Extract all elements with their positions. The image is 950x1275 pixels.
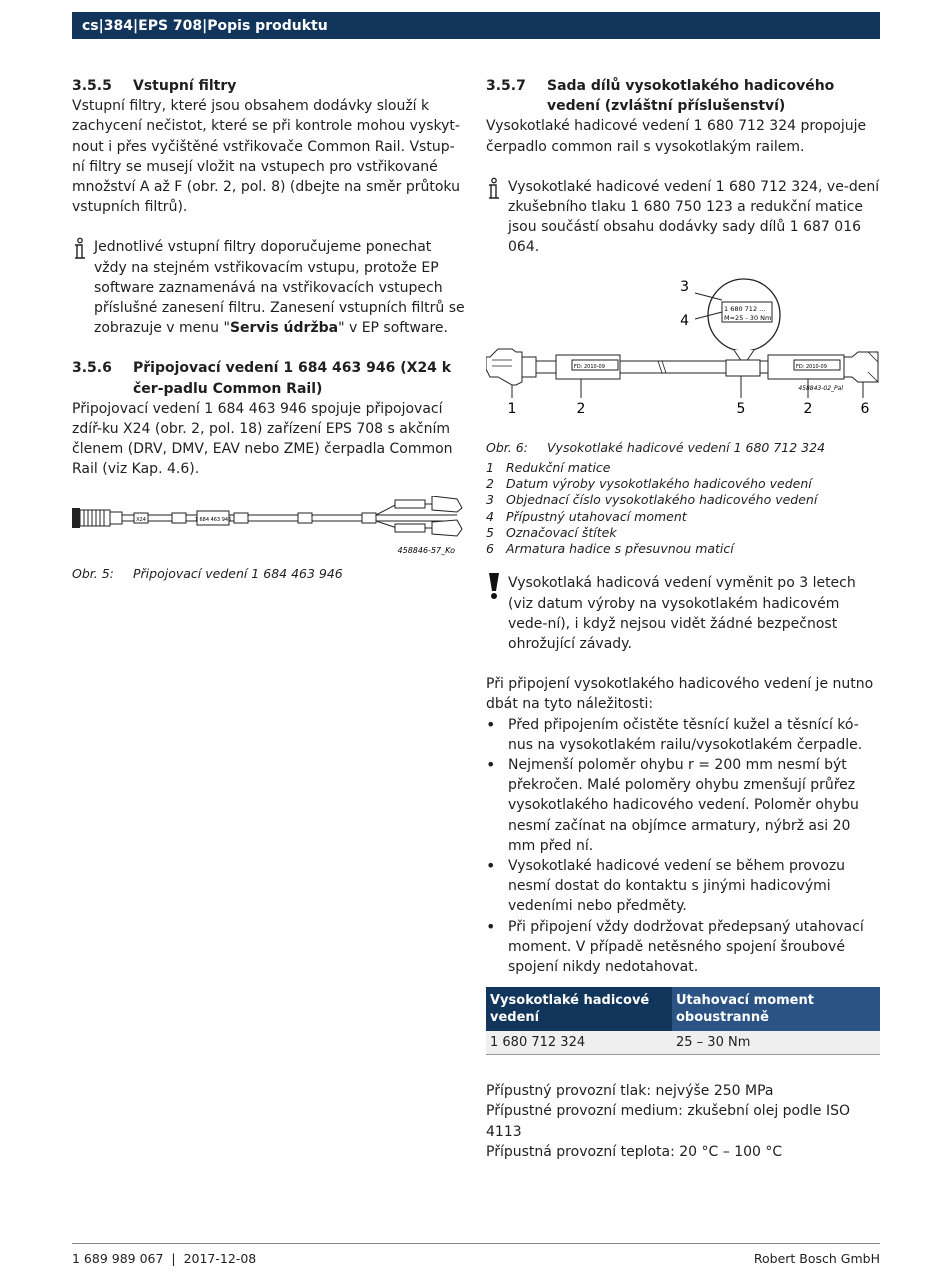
footer-sep: | <box>171 1251 176 1266</box>
legend-item: 6 Armatura hadice s přesuvnou maticí <box>486 541 734 557</box>
figure-code: 458843-02_Pal <box>798 384 843 392</box>
section-body: Vstupní filtry, které jsou obsahem dodávky slouží k zachycení nečistot, které se při kontrole mohou vyskyt-nout i přes vyčištěné vstřikovače Common Rail. Vstup-ní filtry se musejí vložit na vstupech pro vstřikované množství A až F (obr. 2, pol. 8) (dbejte na směr průtoku vstupních filtrů). <box>72 98 460 216</box>
table-header: Vysokotlaké hadicové vedení <box>486 987 672 1031</box>
info-note <box>486 177 880 258</box>
instructions-intro: Při připojení vysokotlakého hadicového vedení je nutno dbát na tyto náležitosti: <box>486 676 874 713</box>
page-header <box>72 12 880 39</box>
callout-3: 3 <box>680 278 689 295</box>
list-item: • Při připojení vždy dodržovat předepsaný utahovací moment. V případě netěsného spojení šroubové spojení nikdy nedotahovat. <box>486 916 864 976</box>
warning-note <box>486 573 880 654</box>
header-sep: | <box>133 17 139 34</box>
info-icon <box>72 237 94 338</box>
section-title: Sada dílů vysokotlakého hadicového vedení (zvláštní příslušenství) <box>547 78 835 115</box>
list-item: • Nejmenší poloměr ohybu r = 200 mm nesmí být překročen. Malé poloměry ohybu zmenšují průřez vysokotlakého hadicového vedení. Poloměr ohybu nesmí začínat na objímce armatury, nýbrž asi 20 mm před ní. <box>486 755 859 854</box>
table-row <box>486 1031 880 1055</box>
section-number: 3.5.7 <box>486 78 526 94</box>
table-cell: 25 – 30 Nm <box>672 1031 880 1055</box>
header-page: 384 <box>103 17 133 34</box>
date-tag-left: FD: 2010-09 <box>574 363 605 370</box>
footer-doc-info <box>72 1251 256 1266</box>
left-column <box>72 76 467 582</box>
info-icon <box>486 177 508 258</box>
right-column <box>486 76 880 1162</box>
connection-cable-drawing <box>72 496 467 556</box>
warning-icon <box>486 573 508 654</box>
hose-drawing <box>486 268 880 440</box>
callout-2: 2 <box>576 400 586 417</box>
header-product: EPS 708 <box>138 17 203 34</box>
figure-number: Obr. 5: <box>72 565 114 581</box>
callout-6: 6 <box>860 400 870 417</box>
cable-connector-plug <box>72 508 80 528</box>
section-body: Vysokotlaké hadicové vedení 1 680 712 324 propojuje čerpadlo common rail s vysokotlakým railem. <box>486 118 867 155</box>
instructions-list <box>486 715 880 978</box>
header-lang: cs <box>82 17 99 34</box>
detail-part-number: 1 680 712 ... <box>724 304 766 313</box>
section-body: Připojovací vedení 1 684 463 946 spojuje připojovací zdíř-ku X24 (obr. 2, pol. 18) zařízení EPS 708 s akčním členem (DRV, DMV, EAV nebo ZME) čerpadla Common Rail (viz Kap. 4.6). <box>72 400 453 478</box>
figure-caption-text: Vysokotlaké hadicové vedení 1 680 712 324 <box>547 439 826 455</box>
spec-line: Přípustné provozní medium: zkušební olej podle ISO 4113 <box>486 1103 850 1140</box>
cable-tag-number: 1 684 463 946 <box>194 516 232 523</box>
footer-date: 2017-12-08 <box>183 1251 257 1266</box>
callout-4: 4 <box>680 312 689 329</box>
legend-item: 5 Označovací štítek <box>486 524 617 540</box>
section-number: 3.5.6 <box>72 360 112 377</box>
figure-caption-text: Připojovací vedení 1 684 463 946 <box>133 565 343 581</box>
section-number: 3.5.5 <box>72 78 112 94</box>
figure-code: 458846-57_Ko <box>397 545 455 555</box>
info-note-text: Vysokotlaké hadicové vedení 1 680 712 324, ve-dení zkušebního tlaku 1 680 750 123 a redukční matice jsou součástí obsahu dodávky sady dílů 1 687 016 064. <box>508 178 880 256</box>
legend-item: 1 Redukční matice <box>486 459 611 475</box>
figure-6-hose <box>486 268 880 440</box>
header-sep: | <box>98 17 104 34</box>
menu-name: Servis údržba <box>229 320 339 337</box>
legend-item: 2 Datum výroby vysokotlakého hadicového vedení <box>486 475 812 491</box>
header-section: Popis produktu <box>207 17 328 34</box>
figure-5-caption <box>72 566 467 582</box>
figure-number: Obr. 6: <box>486 439 528 455</box>
header-sep: | <box>202 17 208 34</box>
legend-item: 3 Objednací číslo vysokotlakého hadicového vedení <box>486 492 818 508</box>
table-cell: 1 680 712 324 <box>486 1031 672 1055</box>
detail-torque: M=25 - 30 Nm <box>724 313 772 322</box>
list-item: • Vysokotlaké hadicové vedení se během provozu nesmí dostat do kontaktu s jinými hadicovými vedeními nebo předměty. <box>486 856 846 915</box>
info-note <box>72 237 467 338</box>
footer-divider <box>72 1243 880 1244</box>
spec-line: Přípustná provozní teplota: 20 °C – 100 °C <box>486 1143 783 1160</box>
torque-table <box>486 987 880 1055</box>
section-heading-355 <box>72 76 467 96</box>
figure-legend <box>486 460 880 558</box>
cable-tag-x24: X24 <box>136 516 146 523</box>
warning-text: Vysokotlaká hadicová vedení vyměnit po 3 letech (viz datum výroby na vysokotlakém hadicovém vede-ní), i když nejsou vidět žádné bezpečnost ohrožující závady. <box>508 575 856 653</box>
callout-1: 1 <box>507 400 517 417</box>
callout-2b: 2 <box>803 400 813 417</box>
figure-6-caption <box>486 440 880 456</box>
legend-item: 4 Přípustný utahovací moment <box>486 508 687 524</box>
figure-5-cable <box>72 496 467 556</box>
date-tag-right: FD: 2010-09 <box>796 363 827 370</box>
section-heading-357 <box>486 76 880 116</box>
section-title: Připojovací vedení 1 684 463 946 (X24 k čer-padlu Common Rail) <box>133 360 452 397</box>
footer-doc-number: 1 689 989 067 <box>72 1251 164 1266</box>
list-item: • Před připojením očistěte těsnící kužel a těsnící kó-nus na vysokotlakém railu/vysokotlakém čerpadle. <box>486 714 863 753</box>
callout-5: 5 <box>736 400 746 417</box>
section-heading-356 <box>72 358 467 398</box>
table-header: Utahovací moment oboustranně <box>672 987 880 1031</box>
info-note-text: Jednotlivé vstupní filtry doporučujeme ponechat vždy na stejném vstřikovacím vstupu, protože EP software zaznamenává na vstřikovacích vstupech příslušné zanesení filtru. Zanesení vstupních filtrů se zobrazuje v menu "Servis údržba" v EP software. <box>94 239 465 337</box>
section-title: Vstupní filtry <box>133 78 237 94</box>
footer-company: Robert Bosch GmbH <box>753 1251 880 1266</box>
spec-line: Přípustný provozní tlak: nejvýše 250 MPa <box>486 1083 774 1100</box>
